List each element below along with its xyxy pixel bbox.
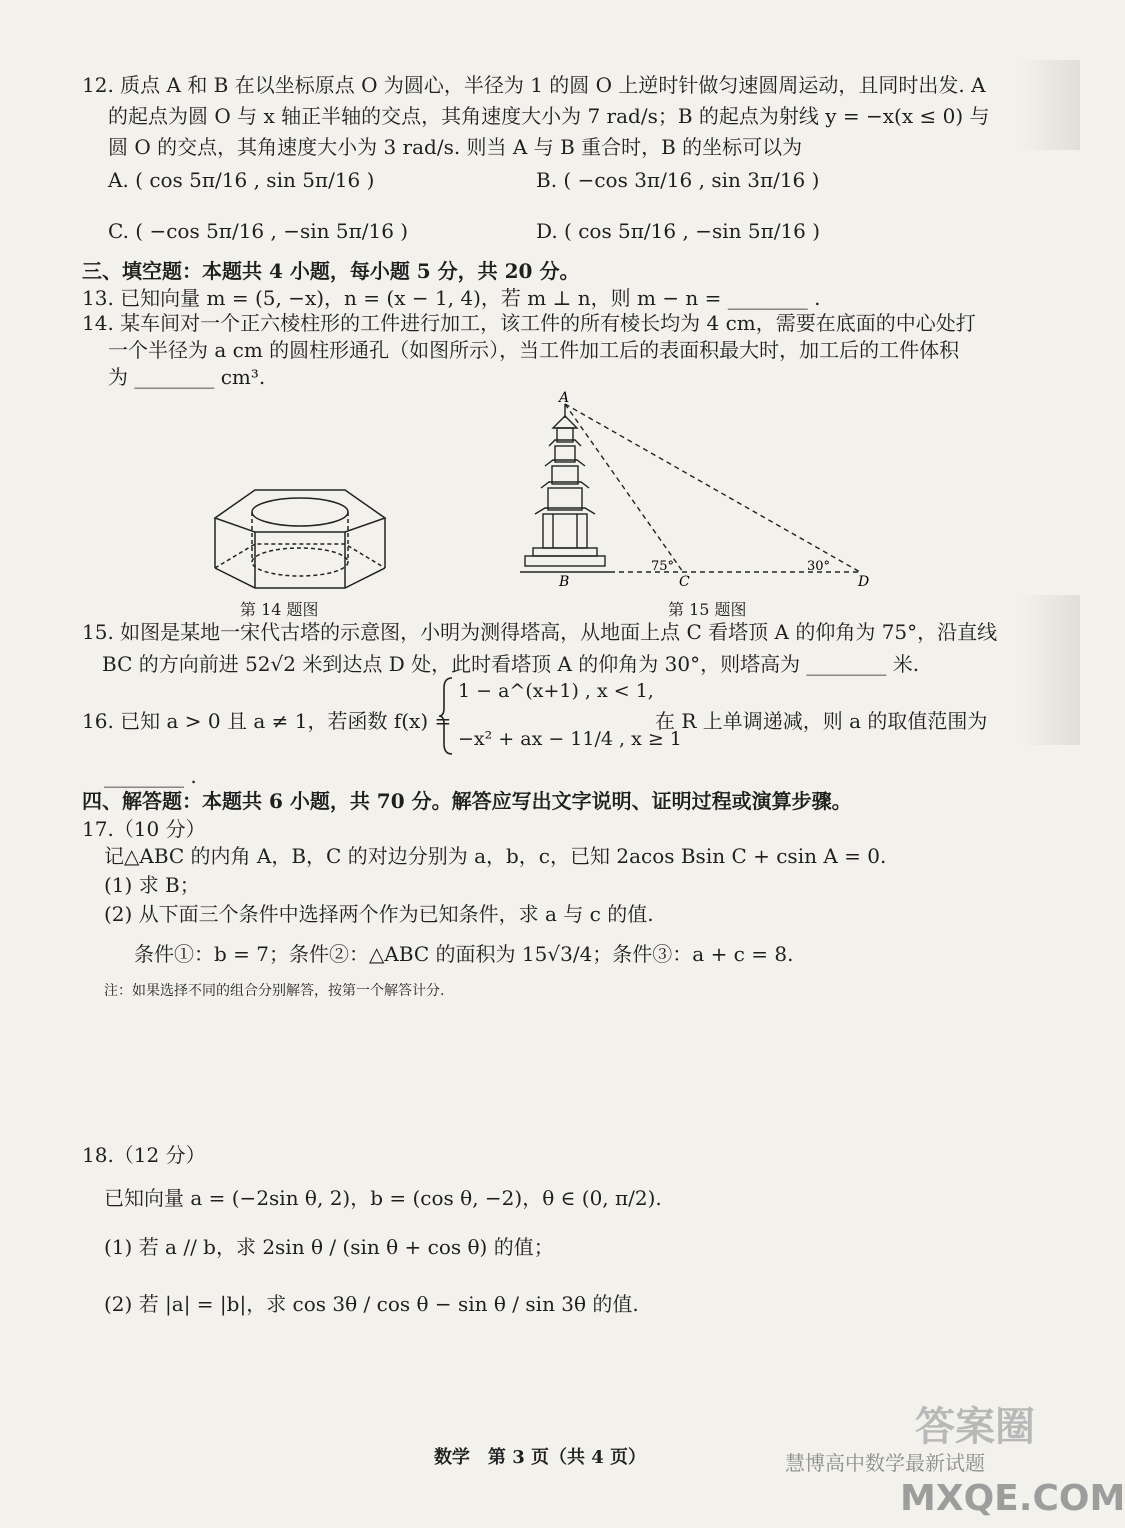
question-12 (82, 70, 1042, 163)
section-4-heading: 四、解答题：本题共 6 小题，共 70 分。解答应写出文字说明、证明过程或演算步骤。 (82, 789, 852, 813)
watermark-logo: 答案圈 (915, 1404, 1035, 1450)
q18-line-3: (2) 若 |a| = |b|，求 cos 3θ / cos θ − sin θ / sin 3θ 的值. (104, 1292, 639, 1316)
question-13: 13. 已知向量 m = (5, −x)，n = (x − 1, 4)，若 m ⊥ n，则 m − n = ________ . (82, 286, 821, 310)
point-d-label: D (858, 574, 870, 590)
question-17-header: 17.（10 分） (82, 817, 206, 841)
angle-30-label: 30° (807, 559, 831, 574)
q15-line-2: BC 的方向前进 52√2 米到达点 D 处，此时看塔顶 A 的仰角为 30°，则塔高为 ________ 米. (102, 652, 920, 676)
section-3-heading: 三、填空题：本题共 4 小题，每小题 5 分，共 20 分。 (82, 259, 580, 283)
figure-14-hex-prism (205, 480, 395, 595)
watermark-wechat: 慧博高中数学最新试题 (785, 1451, 985, 1475)
page-footer: 数学 第 3 页（共 4 页） (433, 1447, 647, 1468)
q12-line-3: 圆 O 的交点，其角速度大小为 3 rad/s. 则当 A 与 B 重合时，B 的坐标可以为 (108, 135, 803, 159)
q14-line-3: 为 ________ cm³. (108, 365, 266, 389)
q16-prefix: 16. 已知 a > 0 且 a ≠ 1，若函数 f(x) = (82, 709, 452, 733)
question-15 (82, 616, 1042, 680)
q12-line-2: 的起点为圆 O 与 x 轴正半轴的交点，其角速度大小为 7 rad/s；B 的起点为射线 y = −x(x ≤ 0) 与 (108, 104, 990, 128)
figure-15-pagoda (515, 390, 880, 590)
q12-line-1: 12. 质点 A 和 B 在以坐标原点 O 为圆心，半径为 1 的圆 O 上逆时针做匀速圆周运动，且同时出发. A (82, 73, 986, 97)
q12-option-b: B. ( −cos 3π/16 , sin 3π/16 ) (536, 168, 820, 192)
q14-line-1: 14. 某车间对一个正六棱柱形的工件进行加工，该工件的所有棱长均为 4 cm，需要在底面的中心处打 (82, 311, 976, 335)
q16-suffix: 在 R 上单调递减，则 a 的取值范围为 (655, 709, 988, 733)
q17-note: 注：如果选择不同的组合分别解答，按第一个解答计分. (104, 983, 445, 999)
question-18-body (104, 1178, 1034, 1332)
question-18-header: 18.（12 分） (82, 1143, 206, 1167)
q17-conditions: 条件①：b = 7；条件②：△ABC 的面积为 15√3/4；条件③：a + c = 8. (134, 942, 794, 966)
point-c-label: C (679, 574, 690, 590)
question-17-body (104, 842, 1034, 979)
angle-75-label: 75° (651, 559, 675, 574)
q12-option-d: D. ( cos 5π/16 , −sin 5π/16 ) (536, 219, 821, 243)
q16-brace (438, 676, 454, 756)
q12-option-a: A. ( cos 5π/16 , sin 5π/16 ) (108, 168, 375, 192)
q16-case-2: −x² + ax − 11/4 , x ≥ 1 (458, 728, 682, 750)
question-14 (82, 310, 1042, 391)
q15-line-1: 15. 如图是某地一宋代古塔的示意图，小明为测得塔高，从地面上点 C 看塔顶 A 的仰角为 75°，沿直线 (82, 620, 998, 644)
q12-option-c: C. ( −cos 5π/16 , −sin 5π/16 ) (108, 219, 409, 243)
q17-line-3: (2) 从下面三个条件中选择两个作为已知条件，求 a 与 c 的值. (104, 902, 654, 926)
q16-answer-blank: ________ . (104, 764, 197, 788)
q16-case-1: 1 − a^(x+1) , x < 1, (458, 680, 654, 702)
q18-line-1: 已知向量 a = (−2sin θ, 2)，b = (cos θ, −2)，θ ∈ (0, π/2). (104, 1186, 662, 1210)
figure-15-caption: 第 15 题图 (668, 600, 747, 619)
point-a-label: A (559, 390, 570, 406)
q14-line-2: 一个半径为 a cm 的圆柱形通孔（如图所示），当工件加工后的表面积最大时，加工后的工件体积 (108, 338, 960, 362)
q18-line-2: (1) 若 a // b，求 2sin θ / (sin θ + cos θ) 的值； (104, 1235, 554, 1259)
watermark-site: MXQE.COM (900, 1478, 1125, 1519)
point-b-label: B (559, 574, 570, 590)
q17-line-2: (1) 求 B； (104, 873, 200, 897)
figure-14-caption: 第 14 题图 (240, 600, 319, 619)
q17-line-1: 记△ABC 的内角 A，B，C 的对边分别为 a，b，c，已知 2acos Bsin C + csin A = 0. (104, 844, 887, 868)
